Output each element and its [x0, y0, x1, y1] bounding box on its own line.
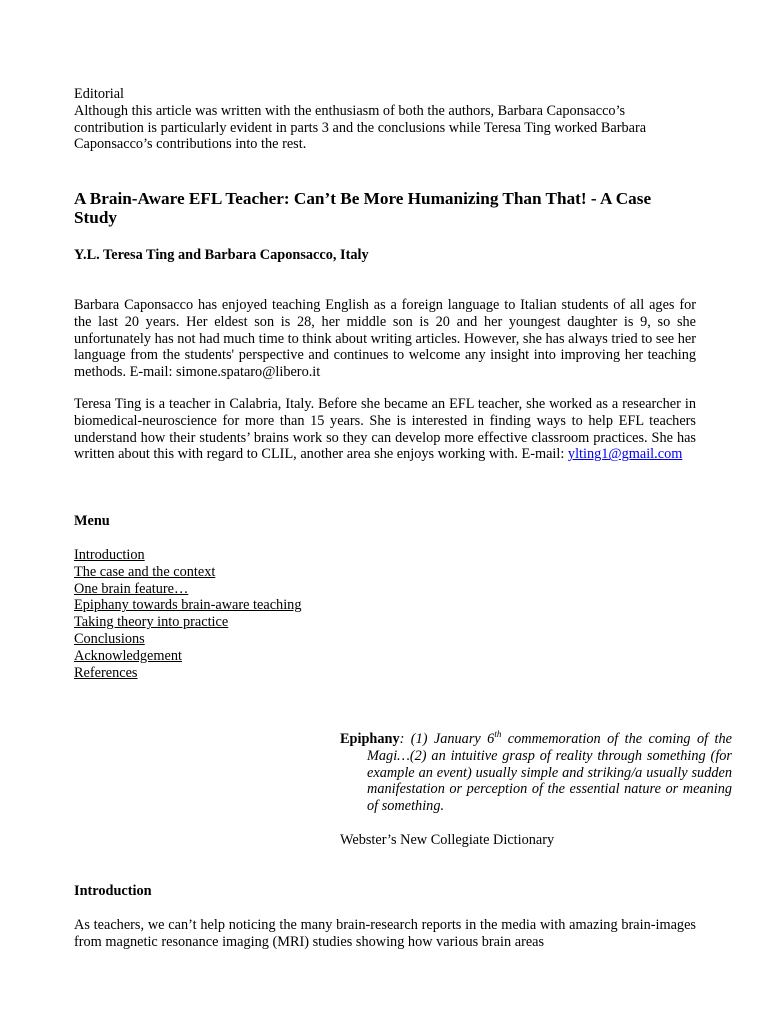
- menu-link-case-context[interactable]: The case and the context: [74, 563, 216, 580]
- bio-teresa-text: Teresa Ting is a teacher in Calabria, Italy. Before she became an EFL teacher, she worked as a researcher in biomedical-neuroscience for more than 15 years. She is interested in finding ways to help EFL teachers understand how their students’ brains work so they can develop more effective classroom practices. She has written about this with regard to CLIL, another area she enjoys working with. E-mail:: [74, 396, 696, 463]
- menu-link-references[interactable]: References: [74, 664, 138, 681]
- menu-list: [74, 547, 696, 681]
- editorial-section: [74, 86, 696, 153]
- menu-heading: Menu: [74, 513, 110, 529]
- epigraph: [340, 731, 732, 815]
- editorial-heading: Editorial: [74, 86, 125, 102]
- epigraph-def-b: commemoration of the coming of the Magi…(2) an intuitive grasp of reality through something (for example an event) usually simple and striking/a usually sudden manifestation or perception of the essential nature or meaning of something.: [367, 731, 733, 815]
- article-title: A Brain-Aware EFL Teacher: Can’t Be More Humanizing Than That! - A Case Study: [74, 189, 652, 228]
- epigraph-definition: [340, 731, 732, 815]
- menu-link-epiphany[interactable]: Epiphany towards brain-aware teaching: [74, 597, 302, 614]
- menu-link-conclusions[interactable]: Conclusions: [74, 630, 145, 647]
- article-authors: Y.L. Teresa Ting and Barbara Caponsacco, Italy: [74, 247, 369, 263]
- epigraph-source: Webster’s New Collegiate Dictionary: [340, 832, 555, 848]
- epigraph-term: Epiphany: [340, 731, 400, 747]
- epigraph-def-sup: th: [494, 729, 502, 740]
- bio-barbara: Barbara Caponsacco has enjoyed teaching English as a foreign language to Italian students of all ages for the last 20 years. Her eldest son is 28, her middle son is 20 and her youngest daughter is 9, so she unfortunately has not had much time to think about writing articles. However, she has always tried to see her language from the students' perspective and continues to welcome any insight into improving her teaching methods. E-mail: simone.spataro@libero.it: [74, 297, 696, 381]
- editorial-text: Although this article was written with the enthusiasm of both the authors, Barbara Caponsacco’s contribution is particularly evident in parts 3 and the conclusions while Teresa Ting worked Barbara Caponsacco’s contributions into the rest.: [74, 102, 647, 153]
- menu-link-brain-feature[interactable]: One brain feature…: [74, 580, 189, 597]
- menu-link-acknowledgement[interactable]: Acknowledgement: [74, 647, 182, 664]
- introduction-heading: Introduction: [74, 883, 152, 899]
- menu-link-introduction[interactable]: Introduction: [74, 547, 145, 563]
- introduction-text: As teachers, we can’t help noticing the many brain-research reports in the media with amazing brain-images from magnetic resonance imaging (MRI) studies showing how various brain areas: [74, 917, 696, 950]
- bio-teresa: [74, 396, 696, 463]
- menu-link-theory-practice[interactable]: Taking theory into practice: [74, 614, 229, 631]
- epigraph-def-a: : (1) January 6: [399, 731, 495, 747]
- teresa-email-link[interactable]: ylting1@gmail.com: [567, 446, 683, 463]
